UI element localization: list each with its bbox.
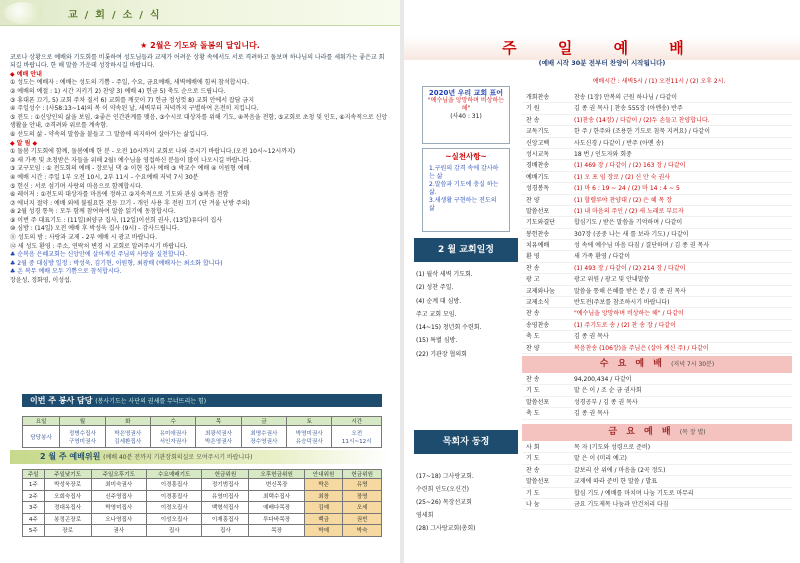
motto-box — [422, 86, 510, 144]
feb-cell: 예배다목장 — [249, 502, 304, 514]
duty-row — [23, 426, 382, 448]
sunday-label: 성시교독 — [526, 150, 550, 158]
duty-table — [22, 416, 382, 448]
sunday-row — [522, 206, 792, 217]
sunday-label: 기 원 — [526, 105, 540, 113]
sunday-row — [522, 229, 792, 240]
feb-cell: 신주영집사 — [91, 490, 146, 502]
duty-cell: 정병수집사 구영미권사 — [60, 426, 105, 448]
friday-label: 나 눔 — [526, 500, 540, 508]
feb-cell: 김예 — [304, 502, 343, 514]
duty-header: 화 — [105, 417, 150, 426]
notice-item: ② 예배의 예절 : 1) 시간 지키기 2) 찬양 3) 예배 4) 헌금 5) 축도 순으로 드립니다. — [10, 87, 226, 95]
wednesday-row — [522, 374, 792, 385]
sunday-row — [522, 240, 792, 251]
friday-row — [522, 476, 792, 487]
sunday-value: 김 종 권 목사 — [574, 333, 609, 341]
sunday-value: (1) 493 장 / 다같이 / (2) 214 장 / 다같이 — [574, 264, 686, 272]
sunday-value: 말씀을 통해 은혜를 받은 분 / 김 종 권 목사 — [574, 287, 686, 295]
feb-row — [23, 479, 382, 491]
sunday-value: 광고 위원 / 광고 및 안내말씀 — [574, 276, 650, 284]
sunday-label: 개회찬송 — [526, 94, 550, 101]
notice-item: ⑧ 2월 성경 통독 : 모두 함께 참여하여 말씀 읽기에 동참합시다. — [10, 208, 176, 216]
practice-item: 2.말씀과 기도에 충실 하는 삶. — [429, 181, 499, 196]
friday-row — [522, 465, 792, 476]
sunday-row — [522, 149, 792, 160]
sunday-subtitle: (예배 시작 30분 전부터 찬양이 시작됩니다) — [538, 59, 666, 67]
feb-cell: 이경흥집사 — [147, 490, 202, 502]
friday-value: 합심 기도 / 예배를 마치며 나눔 기도로 마무리 — [574, 489, 694, 497]
friday-value: 교재에 따라 준비 한 말씀 / 발표 — [574, 478, 658, 486]
notice-items — [10, 71, 390, 286]
pastor-item: (28) 그사랑교회(총회) — [416, 525, 476, 532]
feb-cell: 오나영집사 — [91, 513, 146, 525]
feb-cell: 박숙 — [343, 525, 382, 537]
notice-item: ⑥ 선도의 삶 - 약속의 말씀을 붙들고 그 말씀에 의지하여 살아가는 삶입니다. — [10, 130, 209, 138]
sunday-value: 반도전(주보를 참조하시기 바랍니다) — [574, 299, 670, 307]
sunday-row — [522, 274, 792, 285]
sunday-order — [522, 92, 792, 354]
friday-value: 금요 기도제목 나눔과 안건처리 다짐 — [574, 500, 669, 508]
duty-header: 토 — [287, 417, 332, 426]
feb-header: 주일낮기도 — [44, 470, 91, 479]
duty-bar — [22, 394, 382, 407]
sunday-row — [522, 92, 792, 103]
feb-cell: 4주 — [23, 513, 45, 525]
sunday-label: 환 영 — [526, 253, 540, 261]
friday-label: 말씀선포 — [526, 478, 550, 486]
pastor-item: (25~26) 목장선교회 — [416, 499, 472, 506]
feb-cell: 투다바목장 — [249, 513, 304, 525]
duty-header: 수 — [150, 417, 195, 426]
feb-cell: 유영미집사 — [202, 490, 249, 502]
feb-cell: 최창 — [304, 490, 343, 502]
friday-order — [522, 442, 792, 510]
notice-item: ⑦ 에너지 절약 : 예배 외에 불필요한 전등 끄기 - 개인 사용 후 전원 끄기 (단 겨울 난방 주의) — [10, 199, 250, 207]
sunday-row — [522, 251, 792, 262]
duty-header: 요일 — [23, 417, 60, 426]
notice-item: ④ 주일성수 : (사58:13~14)의 복 이 약속된 날, 새벽부터 저녁까지 구별하여 온전히 지킵니다. — [10, 105, 259, 113]
wednesday-label: 기 도 — [526, 387, 540, 395]
friday-row — [522, 488, 792, 499]
feb-cell: 변신목장 — [249, 479, 304, 491]
friday-value: 목 자 (기도와 성령으로 준비) — [574, 444, 651, 451]
sunday-title: 주 일 예 배 — [404, 36, 800, 60]
sunday-value: (1) 주기도로 송 / (2) 찬 송 장 / 다같이 — [574, 321, 676, 329]
duty-cell: 박은영권사 김세환집사 — [105, 426, 150, 448]
sunday-row — [522, 320, 792, 331]
sunday-label: 교제소식 — [526, 299, 550, 307]
practice-item: 1.구원의 감격 속에 감사하는 삶 — [429, 165, 499, 180]
feb-cell: 봉정곤장로 — [44, 513, 91, 525]
sunday-label: 봉헌찬송 — [526, 230, 550, 238]
feb-header: 수요예배기도 — [147, 470, 202, 479]
sunday-value: (1) 할렐루야 찬양대 / (2) 은 혜 목 장 — [574, 196, 673, 204]
feb-cell: 5주 — [23, 525, 45, 537]
feb-cell: 집사 — [147, 525, 202, 537]
sunday-label: 기도와결단 — [526, 219, 555, 227]
notice-item: ③ 교구모임 : ① 전도회의 예배 - 장로님 댁 ② 이현 집사 예배 ③ 박교수 예배 ④ 이원형 예배 — [10, 165, 250, 173]
schedule-item: (1) 월삭 새벽 기도회. — [416, 271, 473, 278]
feb-cell: 박성욱장로 — [44, 479, 91, 491]
sunday-label: 예배기도 — [526, 173, 550, 181]
feb-cell: 박은 — [304, 479, 343, 491]
feb-row — [23, 490, 382, 502]
sunday-label: 신앙고백 — [526, 139, 550, 147]
feb-header: 오후헌금위원 — [249, 470, 304, 479]
sunday-value: 찬송 (1장) 만복의 근원 하나님 / 다같이 — [574, 94, 678, 101]
feb-header: 주일오후기도 — [91, 470, 146, 479]
notice-item: ① 성도는 예배자 : 예배는 성도의 기쁨 - 주일, 수요, 금요예배, 새벽예배에 힘써 참석합시다. — [10, 79, 250, 87]
practice-item: 3.새생활 구현하는 전도의 삶 — [429, 197, 497, 212]
feb-cell: 집사 — [202, 525, 249, 537]
feb-cell: 백금 — [304, 513, 343, 525]
feb-schedule-bar: 2 월 교회일정 — [414, 238, 518, 262]
feb-cell: 1주 — [23, 479, 45, 491]
motto-text: "예수님을 앙망하며 비상하는 해" — [427, 97, 505, 112]
feb-cell: 목장 — [249, 525, 304, 537]
duty-cell: 오전 11시~12시 — [332, 426, 382, 448]
sunday-row — [522, 297, 792, 308]
notice-item: ⑤ 전도 : ①신앙인의 삶을 보임, ②좋은 인간관계를 맺음, ③수시로 대상자를 위해 기도, ④복음을 전함, ⑤교회로 초청 및 인도, ⑥지속적으로 신앙생활을 안내, ⑦격려와 위로를 계속함. — [10, 113, 388, 130]
sunday-label: 송영찬송 — [526, 321, 550, 329]
sunday-value: 18 번 / 인도자와 회중 — [574, 150, 632, 158]
practice-box — [422, 148, 510, 232]
duty-cell: 유미애권사 서인자권사 — [150, 426, 195, 448]
wednesday-bar — [522, 356, 792, 373]
wednesday-label: 말씀선포 — [526, 398, 550, 406]
duty-cell: 최광석권사 박은영권사 — [196, 426, 241, 448]
sunday-value: 합심기도 / 받은 말씀을 기억하며 / 다같이 — [574, 219, 683, 227]
sunday-row — [522, 172, 792, 183]
feb-row — [23, 525, 382, 537]
sunday-label: 말씀선포 — [526, 207, 550, 215]
sunday-row — [522, 195, 792, 206]
header-title: 교/회/소/식 — [68, 10, 167, 21]
wednesday-row — [522, 408, 792, 419]
friday-title: 금 요 예 배 — [608, 427, 674, 437]
sunday-value: 307장 (공중 나는 새 를 보라 기도) / 다같이 — [574, 230, 689, 238]
friday-label: 기 도 — [526, 455, 540, 463]
schedule-item: (14~15) 청년회 수련회. — [416, 324, 482, 332]
feb-cell: 정대옥집사 — [44, 502, 91, 514]
pastor-item: 수련회 인도(오신건) — [416, 486, 469, 493]
sunday-value: 사도신경 / 다같이 / 반주 (아멘 송) — [574, 139, 664, 147]
wednesday-label: 축 도 — [526, 410, 540, 418]
feb-cell: 권사 — [91, 525, 146, 537]
feb-cell: 2주 — [23, 490, 45, 502]
feb-cell: 이성오집사 — [147, 513, 202, 525]
sunday-row — [522, 160, 792, 171]
sunday-label: 치유예배 — [526, 242, 550, 250]
duty-cell: 담당봉사 — [23, 426, 60, 448]
header-band — [0, 0, 400, 26]
friday-sub: (목 장 별) — [679, 429, 706, 436]
wednesday-value: 맡 은 이 / 조 순 금 권사회 — [574, 387, 642, 395]
notice-item: ♣ 순복음 은혜교회는 신앙안에 살아계신 주님의 사랑을 실천합니다. — [10, 251, 188, 259]
practice-title: ~실천사항~ — [445, 152, 487, 161]
sunday-row — [522, 308, 792, 319]
schedule-item: 주고 교회 모임. — [416, 310, 457, 318]
feb-cell: 3주 — [23, 502, 45, 514]
feb-cell: 백형석집사 — [202, 502, 249, 514]
wednesday-label: 찬 송 — [526, 376, 540, 383]
notice-title: ★ 2월은 기도와 돌봄의 달입니다. — [140, 41, 260, 50]
motto-year: 2020년 우리 교회 표어 — [428, 89, 504, 97]
sunday-value: 한 주 / 한주와 (조용한 기도로 침묵 지켜요) / 다같이 — [574, 128, 711, 136]
feb-cell: 오회숙집사 — [44, 490, 91, 502]
pastor-list — [416, 470, 516, 535]
friday-value: 맡 은 이 (미리 예고) — [574, 455, 627, 463]
notice-section — [10, 42, 390, 286]
wednesday-title: 수 요 예 배 — [599, 359, 665, 369]
friday-label: 찬 송 — [526, 466, 540, 474]
duty-sub: (봉사기도는 사단의 권세를 무너뜨리는 힘) — [95, 398, 207, 405]
sunday-value: (1)찬송 (14장) / 다같이 / (2)두 손들고 찬양합니다. — [574, 116, 710, 124]
feb-cell: 박영미집사 — [91, 502, 146, 514]
pastor-bar: 목회자 동정 — [414, 430, 518, 454]
sunday-label: 찬 송 — [526, 310, 540, 318]
practice-list — [429, 165, 503, 213]
notice-item: ◆ 알 림 ◆ — [10, 139, 38, 147]
wednesday-order — [522, 374, 792, 420]
sunday-row — [522, 183, 792, 194]
sunday-value: 김 종 권 목사 | 찬송 555장 (아멘송) 반주 — [574, 105, 683, 113]
feb-cell: 최미숙권사 — [91, 479, 146, 491]
sunday-row — [522, 126, 792, 137]
duty-cell: 박영미권사 유승덕권사 — [287, 426, 332, 448]
feb-row — [23, 513, 382, 525]
duty-title: 이번 주 봉사 담당 — [30, 396, 93, 405]
sunday-value: 성 속에 예수님 마음 다짐 / 결단하며 / 김 종 권 목사 — [574, 242, 710, 250]
feb-bar — [10, 450, 390, 464]
sunday-row — [522, 263, 792, 274]
sunday-value: (1) 오 포 임 장로 / (2) 신 안 숙 권사 — [574, 173, 671, 181]
notice-item: ◆ 예배 안내 — [10, 70, 42, 78]
notice-item: ⑤ 헌신 : 서로 섬기며 사랑의 마음으로 함께합시다. — [10, 182, 143, 190]
notice-item: ③ 휴대폰 끄기, 5) 교회 주차 질서 6) 교회를 깨끗이 7) 헌금 정성껏 8) 교회 안에서 잡담 금지 — [10, 96, 255, 104]
sunday-row — [522, 138, 792, 149]
feb-cell: 오세 — [343, 502, 382, 514]
duty-header: 월 — [60, 417, 105, 426]
duty-header: 금 — [241, 417, 286, 426]
notice-item: ⑥ 레이저 : ①전도의 대상자를 마음에 정하고 ②지속적으로 기도와 관심 ③복음 전함 — [10, 191, 229, 199]
sunday-label: 교독기도 — [526, 128, 550, 136]
duty-cell: 최명수권사 장수영권사 — [241, 426, 286, 448]
sunday-value: 복음찬송 (106장)을 주님은 (살아 계신 주) / 다같이 — [574, 344, 709, 352]
service-times: 예배시간 : 새벽5시 / (1) 오전11시 / (2) 오후 2시. — [592, 78, 726, 85]
sunday-value: 새 가족 환영 / 다같이 — [574, 253, 631, 261]
sunday-value: (1) 내 마음의 주인 / (2) 새 노래로 부르자 — [574, 207, 684, 215]
friday-label: 기 도 — [526, 489, 540, 497]
feb-cell: 이정오집사 — [147, 502, 202, 514]
sunday-label: 찬 송 — [526, 264, 540, 272]
notice-item: ① 돌봄 기도회에 함께, 돌봄예배 한 분 - 오전 10시까지 교회로 나와 주시기 바랍니다.(오전 10시~12시까지) — [10, 148, 296, 156]
sunday-label: 경배찬송 — [526, 162, 550, 170]
wednesday-value: 김 종 권 목사 — [574, 410, 609, 418]
sunday-row — [522, 331, 792, 342]
feb-cell: 권빈 — [343, 513, 382, 525]
pastor-item: (17~18) 그사랑교회. — [416, 473, 474, 480]
friday-row — [522, 442, 792, 453]
feb-header: 헌금위원 — [202, 470, 249, 479]
sunday-label: 찬 양 — [526, 344, 540, 352]
notice-item: ⑪ 성도의 밤 : 사랑과 교제 - 2부 예배 시 광고 바랍니다. — [10, 234, 158, 242]
pastor-item: 영세회 — [416, 512, 434, 519]
feb-cell: 최택수집사 — [249, 490, 304, 502]
wednesday-value: 94,200,434 / 다같이 — [574, 376, 632, 383]
wednesday-row — [522, 385, 792, 396]
notice-item: ♣ 온 복무 예배 모두 기쁨으로 참석합시다. — [10, 268, 122, 276]
right-page — [404, 0, 800, 563]
sunday-value: (1) 마 6 : 19 ~ 24 / (2) 마 14 : 4 ~ 5 — [574, 185, 680, 193]
wednesday-sub: (저녁 7시 30분) — [671, 361, 715, 368]
wednesday-value: 성경공부 / 김 종 권 목사 — [574, 398, 638, 406]
sunday-row — [522, 286, 792, 297]
feb-num: 2 — [40, 452, 46, 461]
friday-row — [522, 499, 792, 510]
sunday-label: 광 고 — [526, 276, 540, 284]
feb-cell: 장영 — [343, 490, 382, 502]
notice-item: ⑫ 새 성도 환영 : 주소, 연락처 변경 시 교회로 알려주시기 바랍니다. — [10, 242, 188, 250]
sunday-row — [522, 103, 792, 114]
notice-item: 장윤성, 정화영, 이성섭. — [10, 277, 72, 285]
feb-cell: 이경흥집사 — [147, 479, 202, 491]
sunday-label: 축 도 — [526, 333, 540, 341]
schedule-item: (15) 특별 심방. — [416, 337, 458, 345]
sunday-row — [522, 217, 792, 228]
feb-cell: 장로 — [44, 525, 91, 537]
feb-cell: 이재흥집사 — [202, 513, 249, 525]
feb-row — [23, 502, 382, 514]
notice-item: ② 새 가족 및 초청받은 자들을 위해 2월! 예수님을 영접하신 분들이 많이 나오시길 바랍니다. — [10, 156, 252, 164]
feb-title: 월 주 예배위원 — [48, 452, 101, 461]
notice-item: ♣ 2월 중 대심방 일정 : 박성욱, 김기현, 이원형, 최광배 (예배자는 최소화 합니다) — [10, 259, 223, 267]
sunday-row — [522, 343, 792, 354]
motto-ref: (사40 : 31) — [450, 113, 482, 120]
leaf-icon — [4, 2, 42, 24]
friday-bar — [522, 424, 792, 441]
feb-cell: 정기범집사 — [202, 479, 249, 491]
sunday-label: 찬 송 — [526, 116, 540, 124]
feb-schedule-list — [416, 268, 516, 361]
sunday-row — [522, 115, 792, 126]
sunday-value: (1) 469 장 / 다같이 / (2) 163 장 / 다같이 — [574, 162, 686, 170]
sunday-label: 찬 양 — [526, 196, 540, 204]
feb-header: 주일 — [23, 470, 45, 479]
friday-row — [522, 453, 792, 464]
sunday-label: 성경봉독 — [526, 185, 550, 193]
feb-header: 안내위원 — [304, 470, 343, 479]
wednesday-row — [522, 397, 792, 408]
notice-item: ⑨ 이번 주 대표기도 : (11일)최양규 집사, (12일)이선희 권사, (13일)유다미 집사 — [10, 216, 223, 224]
feb-cell: 유명 — [343, 479, 382, 491]
notice-item: ⑩ 심방 : (14일) 오전 예배 후 박성욱 집사 (9시) - 감사드립니다. — [10, 225, 180, 233]
feb-table — [22, 469, 382, 537]
feb-sub: (예배 40분 전까지 기관장회의실로 모여주시기 바랍니다) — [103, 454, 253, 461]
notice-intro: 코로나 상황으로 예배와 기도회를 비롯하여 성도님들과 교제가 어려운 상황 속에서도 서로 격려하고 돌보며 하나님의 나라를 세워가는 좋은교 회 되길 바랍니다. 한 해 말씀 가운데 성장하시길 바랍니다. — [10, 53, 385, 70]
schedule-item: (22) 기관장 협의회 — [416, 350, 467, 358]
schedule-item: (4) 순계 대 심방. — [416, 297, 462, 305]
feb-header: 헌금위원 — [343, 470, 382, 479]
schedule-item: (2) 성찬 주일. — [416, 284, 454, 292]
sunday-value: "예수님을 앙망하며 비상하는 해" / 다같이 — [574, 310, 684, 318]
friday-label: 사 회 — [526, 444, 540, 451]
sunday-label: 교제와나눔 — [526, 287, 555, 295]
notice-item: ④ 예배 시간 : 주일 1부 오전 10시, 2부 11시 - 수요예배 저녁 7시 30분 — [10, 173, 199, 181]
friday-value: 갈보리 산 위에 / 마음을 (2곡 정도) — [574, 466, 666, 474]
duty-header: 시간 — [332, 417, 382, 426]
duty-header: 목 — [196, 417, 241, 426]
feb-cell: 박예 — [304, 525, 343, 537]
